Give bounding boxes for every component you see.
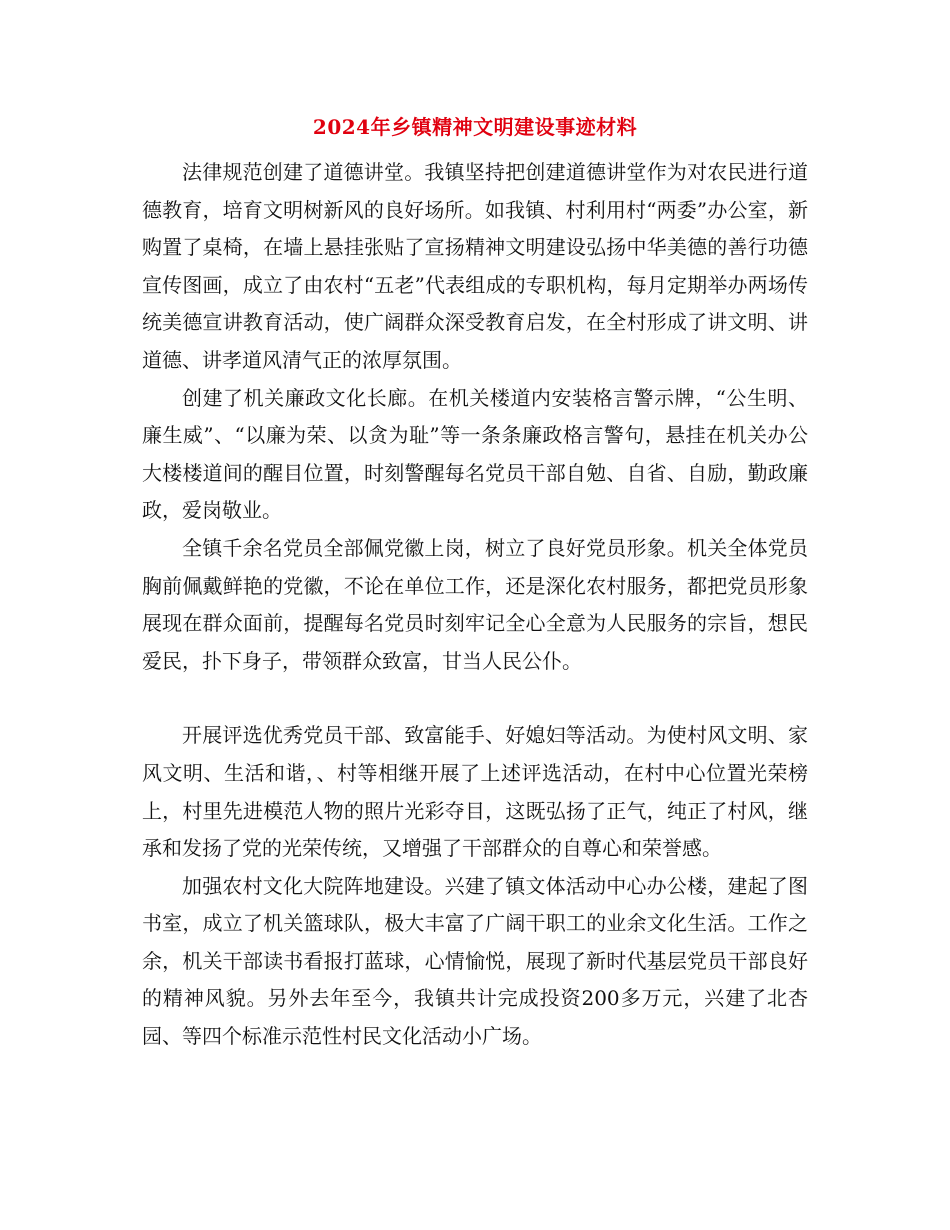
document-body <box>142 154 808 1056</box>
paragraph-model-selection: 开展评选优秀党员干部、致富能手、好媳妇等活动。为使村风文明、家风文明、生活和谐，、村等相继开展了上述评选活动，在村中心位置光荣榜上，村里先进模范人物的照片光彩夺目，这既弘扬了正气，纯正了村风，继承和发扬了党的光荣传统，又增强了干部群众的自尊心和荣誉感。 <box>142 723 808 861</box>
paragraph-moral-lecture-hall: 法律规范创建了道德讲堂。我镇坚持把创建道德讲堂作为对农民进行道德教育，培育文明树新风的良好场所。如我镇、村利用村“两委”办公室，新购置了桌椅，在墙上悬挂张贴了宣扬精神文明建设弘扬中华美德的善行功德宣传图画，成立了由农村“五老”代表组成的专职机构，每月定期举办两场传统美德宣讲教育活动，使广阔群众深受教育启发，在全村形成了讲文明、讲道德、讲孝道风清气正的浓厚氛围。 <box>142 160 808 372</box>
paragraph-cultural-courtyard: 加强农村文化大院阵地建设。兴建了镇文体活动中心办公楼，建起了图书室，成立了机关篮球队，极大丰富了广阔干职工的业余文化生活。工作之余，机关干部读书看报打蓝球，心情愉悦，展现了新时代基层党员干部良好的精神风貌。另外去年至今，我镇共计完成投资200多万元，兴建了北杏园、等四个标准示范性村民文化活动小广场。 <box>142 873 808 1049</box>
paragraph-integrity-corridor: 创建了机关廉政文化长廊。在机关楼道内安装格言警示牌，“公生明、廉生威”、“以廉为荣、以贪为耻”等一条条廉政格言警句，悬挂在机关办公大楼楼道间的醒目位置，时刻警醒每名党员干部自勉、自省、自励，勤政廉政，爱岗敬业。 <box>142 385 808 523</box>
paragraph-party-badge: 全镇千余名党员全部佩党徽上岗，树立了良好党员形象。机关全体党员胸前佩戴鲜艳的党徽，不论在单位工作，还是深化农村服务，都把党员形象展现在群众面前，提醒每名党员时刻牢记全心全意为人民服务的宗旨，想民爱民，扑下身子，带领群众致富，甘当人民公仆。 <box>142 535 808 673</box>
document-title: 2024年乡镇精神文明建设事迹材料 <box>312 115 638 139</box>
